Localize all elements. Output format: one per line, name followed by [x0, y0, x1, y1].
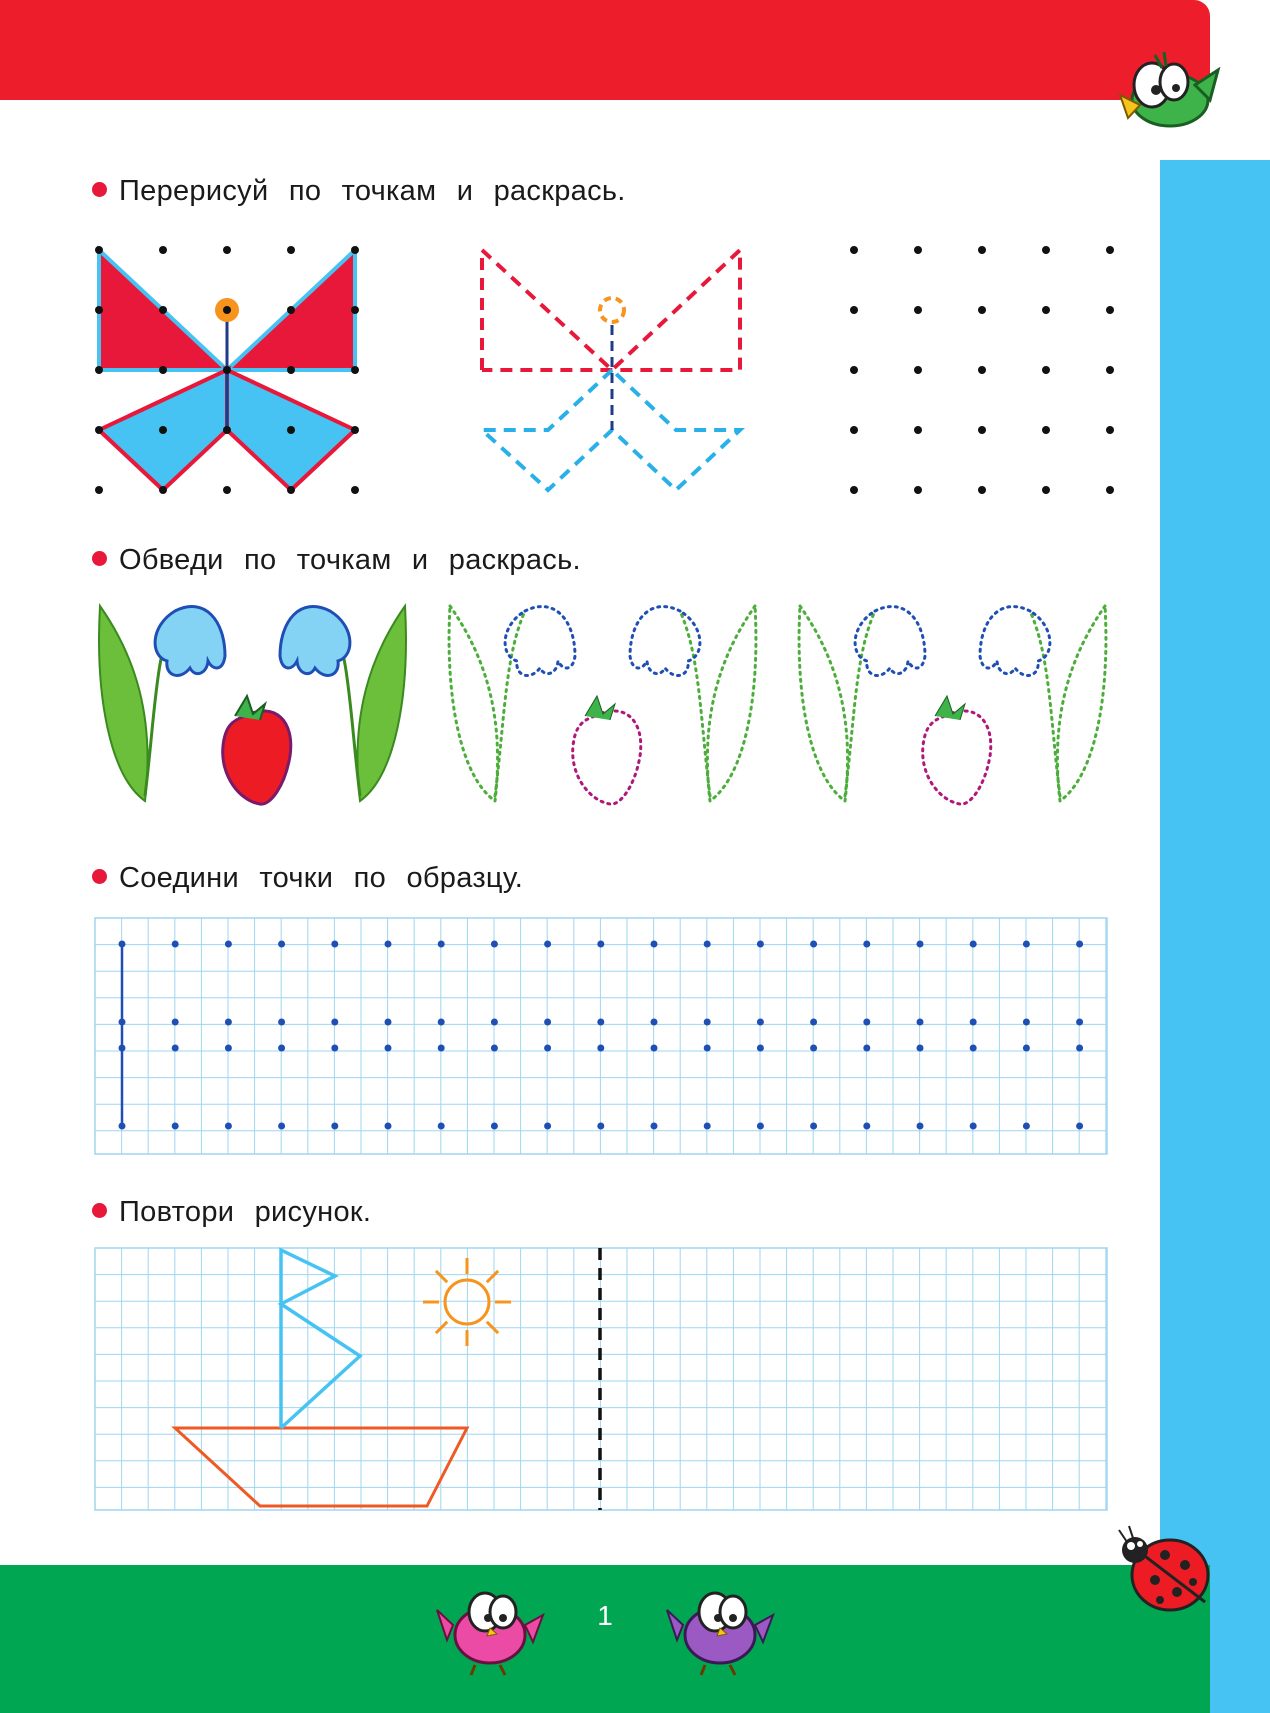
- butterfly-dashed: [470, 240, 750, 510]
- grid-dot: [978, 366, 986, 374]
- connect-dots-grid: [95, 918, 1107, 1154]
- connect-dot: [757, 1019, 764, 1026]
- boat-hull: [175, 1428, 467, 1506]
- connect-dot: [385, 1123, 392, 1130]
- connect-dot: [1023, 1045, 1030, 1052]
- connect-dot: [544, 1045, 551, 1052]
- connect-dot: [810, 1019, 817, 1026]
- grid-dot: [978, 486, 986, 494]
- flower-sample: [95, 596, 415, 811]
- connect-dot: [438, 1045, 445, 1052]
- connect-dot: [544, 941, 551, 948]
- connect-dot: [278, 1045, 285, 1052]
- grid-dot: [1106, 306, 1114, 314]
- connect-dot: [651, 1123, 658, 1130]
- connect-dot: [119, 1045, 126, 1052]
- connect-dot: [863, 941, 870, 948]
- connect-dot: [1076, 1045, 1083, 1052]
- connect-dot: [651, 1019, 658, 1026]
- grid-dot: [1042, 486, 1050, 494]
- connect-dot: [704, 1019, 711, 1026]
- connect-dot: [385, 1019, 392, 1026]
- connect-dot: [278, 941, 285, 948]
- connect-dot: [331, 1123, 338, 1130]
- ladybug-icon: [1115, 1520, 1215, 1620]
- connect-dot: [810, 1045, 817, 1052]
- connect-dot: [225, 1123, 232, 1130]
- sun-ray: [436, 1271, 447, 1282]
- bottom-color-band: [0, 1565, 1210, 1713]
- connect-dot: [491, 1045, 498, 1052]
- connect-dot: [704, 941, 711, 948]
- connect-dot: [119, 941, 126, 948]
- connect-dot: [863, 1045, 870, 1052]
- connect-dot: [331, 1045, 338, 1052]
- bullet-icon: [92, 182, 107, 197]
- grid-dot: [914, 246, 922, 254]
- flower-dotted-1: [445, 596, 765, 811]
- sun-ray: [487, 1271, 498, 1282]
- butterfly-sample: [85, 240, 365, 510]
- connect-dot: [438, 1019, 445, 1026]
- grid-dot: [1042, 426, 1050, 434]
- grid-dot: [914, 366, 922, 374]
- connect-dot: [757, 1045, 764, 1052]
- grid-dot: [978, 306, 986, 314]
- connect-dot: [491, 1123, 498, 1130]
- task-heading-2: Обведи по точкам и раскрась.: [92, 544, 581, 577]
- page-number: 1: [597, 1600, 613, 1631]
- connect-dot: [438, 1123, 445, 1130]
- repeat-drawing-grid: [95, 1248, 1107, 1510]
- connect-dot: [704, 1045, 711, 1052]
- grid-dot: [850, 486, 858, 494]
- connect-dot: [810, 1123, 817, 1130]
- empty-dot-grid: [840, 240, 1120, 510]
- grid-dot: [1106, 426, 1114, 434]
- connect-dot: [119, 1123, 126, 1130]
- connect-dot: [863, 1019, 870, 1026]
- grid-dot: [1042, 366, 1050, 374]
- connect-dot: [278, 1019, 285, 1026]
- connect-dot: [544, 1123, 551, 1130]
- connect-dot: [278, 1123, 285, 1130]
- connect-dot: [597, 1123, 604, 1130]
- grid-dot: [1106, 366, 1114, 374]
- connect-dot: [1076, 1019, 1083, 1026]
- connect-dot: [1023, 1019, 1030, 1026]
- connect-dot: [331, 941, 338, 948]
- connect-dot: [810, 941, 817, 948]
- flower-dotted-2: [795, 596, 1115, 811]
- grid-dot: [850, 246, 858, 254]
- connect-dot: [651, 941, 658, 948]
- connect-dot: [491, 1019, 498, 1026]
- connect-dot: [1023, 1123, 1030, 1130]
- grid-dot: [978, 426, 986, 434]
- top-color-band: [0, 0, 1210, 100]
- task-heading-3: Соедини точки по образцу.: [92, 862, 523, 895]
- connect-dot: [119, 1019, 126, 1026]
- pink-bird-icon: [435, 1570, 545, 1680]
- grid-dot: [1106, 246, 1114, 254]
- connect-dot: [438, 941, 445, 948]
- connect-dot: [172, 1045, 179, 1052]
- grid-dot: [850, 426, 858, 434]
- grid-dot: [1042, 306, 1050, 314]
- grid-dot: [1042, 246, 1050, 254]
- connect-dot: [331, 1019, 338, 1026]
- connect-dot: [172, 941, 179, 948]
- connect-dot: [917, 941, 924, 948]
- bullet-icon: [92, 551, 107, 566]
- grid-dot: [914, 426, 922, 434]
- connect-dot: [863, 1123, 870, 1130]
- connect-dot: [970, 1019, 977, 1026]
- grid-dot: [914, 486, 922, 494]
- connect-dot: [491, 941, 498, 948]
- connect-dot: [225, 1019, 232, 1026]
- boat-sail: [281, 1250, 360, 1428]
- connect-dot: [917, 1045, 924, 1052]
- connect-dot: [970, 1123, 977, 1130]
- connect-dot: [225, 1045, 232, 1052]
- connect-dot: [704, 1123, 711, 1130]
- grid-dot: [978, 246, 986, 254]
- connect-dot: [597, 1045, 604, 1052]
- task-heading-4: Повтори рисунок.: [92, 1196, 371, 1229]
- connect-dot: [917, 1019, 924, 1026]
- connect-dot: [172, 1019, 179, 1026]
- connect-dot: [1076, 941, 1083, 948]
- connect-dot: [172, 1123, 179, 1130]
- connect-dot: [597, 941, 604, 948]
- side-color-band: [1160, 160, 1270, 1713]
- connect-dot: [757, 1123, 764, 1130]
- connect-dot: [385, 1045, 392, 1052]
- connect-dot: [1023, 941, 1030, 948]
- connect-dot: [225, 941, 232, 948]
- connect-dot: [757, 941, 764, 948]
- bullet-icon: [92, 869, 107, 884]
- grid-dot: [1106, 486, 1114, 494]
- connect-dot: [385, 941, 392, 948]
- purple-bird-icon: [665, 1570, 775, 1680]
- task-heading-1: Перерисуй по точкам и раскрась.: [92, 175, 626, 208]
- connect-dot: [970, 941, 977, 948]
- connect-dot: [597, 1019, 604, 1026]
- connect-dot: [544, 1019, 551, 1026]
- grid-dot: [850, 306, 858, 314]
- bird-icon: [1100, 30, 1220, 140]
- grid-dot: [850, 366, 858, 374]
- bullet-icon: [92, 1203, 107, 1218]
- connect-dot: [651, 1045, 658, 1052]
- connect-dot: [970, 1045, 977, 1052]
- connect-dot: [1076, 1123, 1083, 1130]
- connect-dot: [917, 1123, 924, 1130]
- grid-dot: [914, 306, 922, 314]
